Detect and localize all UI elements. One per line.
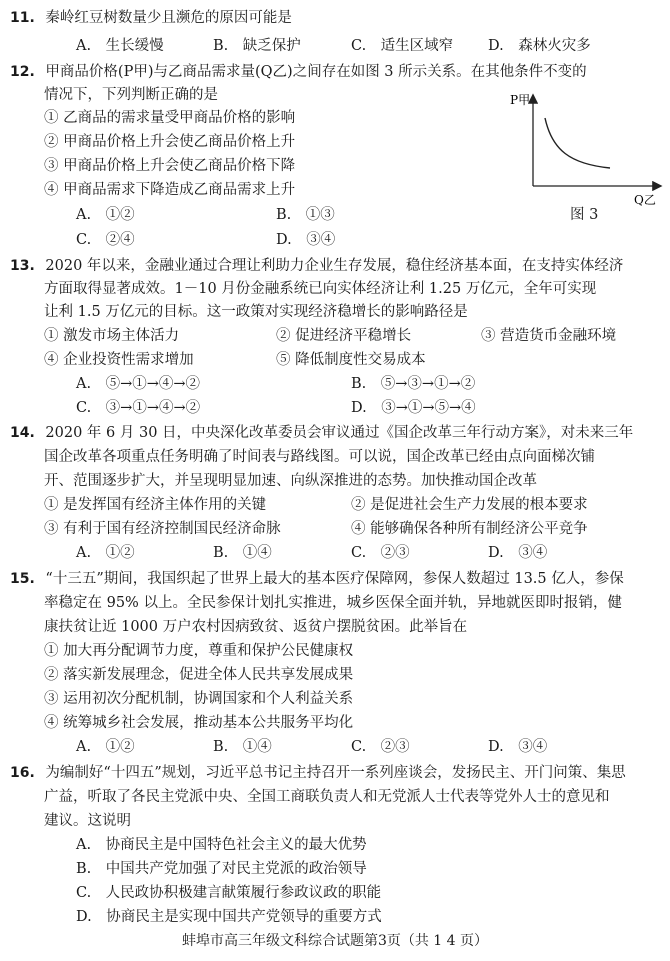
option-d: D. ③④	[276, 232, 336, 248]
statement-3: ③ 运用初次分配机制，协调国家和个人利益关系	[44, 691, 354, 707]
statement-1: ① 加大再分配调节力度，尊重和保护公民健康权	[44, 643, 354, 659]
path-item-2: ② 促进经济平稳增长	[276, 328, 412, 344]
path-item-3: ③ 营造货币金融环境	[481, 328, 617, 344]
question-number: 15.	[10, 571, 35, 587]
option-c: C. ②④	[76, 232, 135, 248]
option-a: A. ①②	[76, 207, 135, 223]
question-15	[10, 569, 624, 589]
x-axis-label: Q乙	[634, 193, 656, 207]
question-stem-line: “十三五”期间，我国织起了世界上最大的基本医疗保障网，参保人数超过 13.5 亿人，参保	[45, 571, 624, 587]
option-a: A. 协商民主是中国特色社会主义的最大优势	[76, 837, 367, 853]
y-axis-label: P甲	[510, 93, 531, 107]
statement-2: ② 甲商品价格上升会使乙商品价格上升	[44, 134, 296, 150]
statement-4: ④ 统筹城乡社会发展，推动基本公共服务平均化	[44, 715, 354, 731]
question-stem-line: 为编制好“十四五”规划，习近平总书记主持召开一系列座谈会，发扬民主、开门问策、集思	[45, 765, 626, 781]
statement-3: ③ 有利于国有经济控制国民经济命脉	[44, 521, 281, 537]
question-number: 14.	[10, 425, 35, 441]
question-number: 16.	[10, 765, 35, 781]
question-13	[10, 256, 623, 276]
option-d: D. 协商民主是实现中国共产党领导的重要方式	[76, 909, 382, 925]
option-a: A. 生长缓慢	[76, 38, 164, 54]
statement-4: ④ 甲商品需求下降造成乙商品需求上升	[44, 182, 296, 198]
path-item-5: ⑤ 降低制度性交易成本	[276, 352, 426, 368]
question-stem-line: 甲商品价格(P甲)与乙商品需求量(Q乙)之间存在如图 3 所示关系。在其他条件不变的	[45, 64, 587, 80]
question-14	[10, 423, 633, 443]
figure-caption: 图 3	[570, 207, 599, 223]
option-c: C. ③→①→④→②	[76, 400, 201, 416]
demand-curve	[545, 118, 610, 168]
question-stem-line: 方面取得显著成效。1－10 月份金融系统已向实体经济让利 1.25 万亿元，全年可实现	[44, 281, 597, 297]
question-stem-line: 让利 1.5 万亿元的目标。这一政策对实现经济稳增长的影响路径是	[44, 304, 468, 320]
question-number: 13.	[10, 258, 35, 274]
option-c: C. ②③	[351, 545, 410, 561]
question-number: 12.	[10, 64, 35, 80]
option-b: B. 缺乏保护	[213, 38, 301, 54]
path-item-4: ④ 企业投资性需求增加	[44, 352, 194, 368]
question-16	[10, 763, 626, 783]
statement-4: ④ 能够确保各种所有制经济公平竞争	[351, 521, 588, 537]
page-footer: 蚌埠市高三年级文科综合试题第3页（共 1 4 页）	[181, 933, 489, 949]
option-d: D. 森林火灾多	[488, 38, 591, 54]
option-b: B. ①④	[213, 739, 272, 755]
statement-1: ① 乙商品的需求量受甲商品价格的影响	[44, 110, 296, 126]
option-d: D. ③→①→⑤→④	[351, 400, 476, 416]
question-stem-line: 情况下，下列判断正确的是	[44, 87, 218, 103]
question-stem-line: 康扶贫让近 1000 万户农村因病致贫、返贫户摆脱贫困。此举旨在	[44, 619, 468, 635]
question-11	[10, 8, 292, 28]
option-a: A. ⑤→①→④→②	[76, 376, 201, 392]
path-item-1: ① 激发市场主体活力	[44, 328, 180, 344]
option-c: C. 适生区域窄	[351, 38, 454, 54]
question-stem-line: 率稳定在 95% 以上。全民参保计划扎实推进，城乡医保全面并轨，异地就医即时报销，健	[44, 595, 622, 611]
question-stem-line: 2020 年 6 月 30 日，中央深化改革委员会审议通过《国企改革三年行动方案》，对未来三年	[45, 425, 634, 441]
question-stem-line: 2020 年以来，金融业通过合理让利助力企业生存发展，稳住经济基本面，在支持实体经济	[45, 258, 624, 274]
option-c: C. ②③	[351, 739, 410, 755]
statement-2: ② 落实新发展理念，促进全体人民共享发展成果	[44, 667, 354, 683]
statement-1: ① 是发挥国有经济主体作用的关键	[44, 497, 267, 513]
question-number: 11.	[10, 10, 35, 26]
question-stem-line: 国企改革各项重点任务明确了时间表与路线图。可以说，国企改革已经由点向面梯次铺	[44, 449, 595, 465]
option-a: A. ①②	[76, 545, 135, 561]
question-stem-line: 建议。这说明	[44, 813, 131, 829]
option-d: D. ③④	[488, 545, 548, 561]
option-a: A. ①②	[76, 739, 135, 755]
question-stem: 秦岭红豆树数量少且濒危的原因可能是	[45, 10, 292, 26]
statement-2: ② 是促进社会生产力发展的根本要求	[351, 497, 588, 513]
question-stem-line: 开、范围逐步扩大，并呈现明显加速、向纵深推进的态势。加快推动国企改革	[44, 473, 537, 489]
question-stem-line: 广益，听取了各民主党派中央、全国工商联负责人和无党派人士代表等党外人士的意见和	[44, 789, 610, 805]
option-d: D. ③④	[488, 739, 548, 755]
option-c: C. 人民政协积极建言献策履行参政议政的职能	[76, 885, 382, 901]
option-b: B. 中国共产党加强了对民主党派的政治领导	[76, 861, 367, 877]
option-b: B. ①④	[213, 545, 272, 561]
statement-3: ③ 甲商品价格上升会使乙商品价格下降	[44, 158, 296, 174]
option-b: B. ①③	[276, 207, 335, 223]
option-b: B. ⑤→③→①→②	[351, 376, 476, 392]
question-12	[10, 62, 587, 82]
